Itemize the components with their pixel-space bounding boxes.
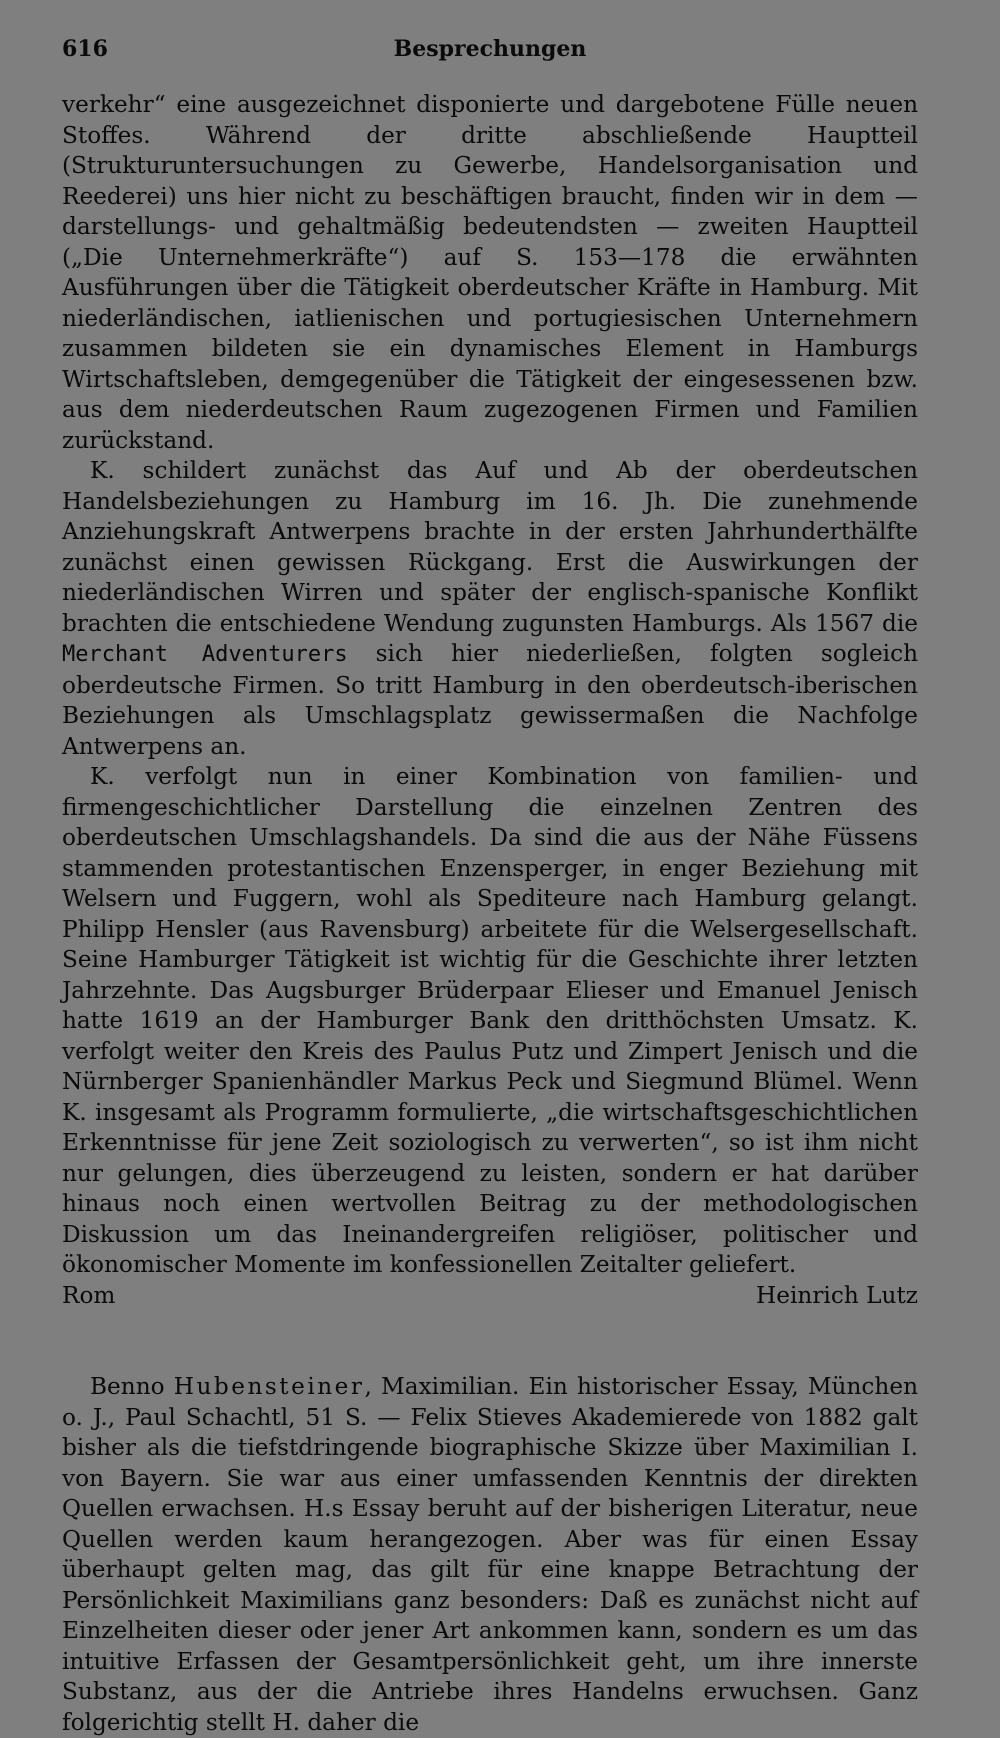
- page-number: 616: [62, 36, 108, 62]
- review-signature: [62, 1281, 918, 1312]
- review-text: , Maximilian. Ein historischer Essay, München o. J., Paul Schachtl, 51 S. — Felix Stieves Akademierede von 1882 galt bisher als die tiefstdringende biographische Skizze über Maximilian I. von Bayern. Sie war aus einer umfassenden Kenntnis der direkten Quellen erwachsen. H.s Essay beruht auf der bisherigen Literatur, neue Quellen werden kaum herangezogen. Aber was für einen Essay überhaupt gelten mag, das gilt für eine knappe Betrachtung der Persönlichkeit Maximilians ganz besonders: Daß es zunächst nicht auf Einzelheiten dieser oder jener Art ankommen kann, sondern es um das intuitive Erfassen der Gesamtpersönlichkeit geht, um ihre innerste Substanz, aus der die Antriebe ihres Handelns erwuchsen. Ganz folgerichtig stellt H. daher die: [62, 1373, 919, 1736]
- review-paragraph: [62, 456, 918, 762]
- reviewed-author-surname: Hubensteiner: [173, 1373, 365, 1400]
- signature-place: Rom: [62, 1281, 116, 1309]
- review-entry: [62, 1372, 918, 1738]
- signature-author: Heinrich Lutz: [756, 1281, 918, 1309]
- paragraph-text: sich hier niederließen, folgten sogleich oberdeutsche Firmen. So tritt Hamburg in den oberdeutsch-iberischen Beziehungen als Umschlagsplatz gewissermaßen die Nachfolge Antwerpens an.: [62, 640, 919, 760]
- review-paragraph: K. verfolgt nun in einer Kombination von familien- und firmengeschichtlicher Darstellung die einzelnen Zentren des oberdeutschen Umschlagshandels. Da sind die aus der Nähe Füssens stammenden protestantischen Enzensperger, in enger Beziehung mit Welsern und Fuggern, wohl als Spediteure nach Hamburg gelangt. Philipp Hensler (aus Ravensburg) arbeitete für die Welsergesellschaft. Seine Hamburger Tätigkeit ist wichtig für die Geschichte ihrer letzten Jahrzehnte. Das Augsburger Brüderpaar Elieser und Emanuel Jenisch hatte 1619 an der Hamburger Bank den dritthöchsten Umsatz. K. verfolgt weiter den Kreis des Paulus Putz und Zimpert Jenisch und die Nürnberger Spanienhändler Markus Peck und Siegmund Blümel. Wenn K. insgesamt als Programm formulierte, „die wirtschaftsgeschichtlichen Erkenntnisse für jene Zeit soziologisch zu verwerten“, so ist ihm nicht nur gelungen, dies überzeugend zu leisten, sondern er hat darüber hinaus noch einen wertvollen Beitrag zu der methodologischen Diskussion um das Ineinandergreifen religiöser, politischer und ökonomischer Momente im konfessionellen Zeitalter geliefert.: [62, 763, 918, 1278]
- page-body: [62, 90, 918, 1738]
- running-title: Besprechungen: [393, 36, 587, 62]
- page-header: [62, 36, 918, 70]
- paragraph-text: K. schildert zunächst das Auf und Ab der oberdeutschen Handelsbeziehungen zu Hamburg im 16. Jh. Die zunehmende Anziehungskraft Antwerpens brachte in der ersten Jahrhunderthälfte zunächst einen gewissen Rückgang. Erst die Auswirkungen der niederländischen Wirren und später der englisch-spanische Konflikt brachten die entschiedene Wendung zugunsten Hamburgs. Als 1567 die: [62, 457, 918, 637]
- review-paragraph: verkehr“ eine ausgezeichnet disponierte und dargebotene Fülle neuen Stoffes. Während der dritte abschließende Hauptteil (Strukturuntersuchungen zu Gewerbe, Handelsorganisation und Reederei) uns hier nicht zu beschäftigen braucht, finden wir in dem — darstellungs- und gehaltmäßig bedeutendsten — zweiten Hauptteil („Die Unternehmerkräfte“) auf S. 153—178 die erwähnten Ausführungen über die Tätigkeit oberdeutscher Kräfte in Hamburg. Mit niederländischen, iatlienischen und portugiesischen Unternehmern zusammen bildeten sie ein dynamisches Element in Hamburgs Wirtschaftsleben, demgegenüber die Tätigkeit der eingesessenen bzw. aus dem niederdeutschen Raum zugezogenen Firmen und Familien zurückstand.: [62, 91, 918, 454]
- reviewed-author-firstname: Benno: [90, 1373, 165, 1400]
- latin-phrase: Merchant Adventurers: [62, 642, 348, 667]
- section-divider: [62, 1311, 918, 1372]
